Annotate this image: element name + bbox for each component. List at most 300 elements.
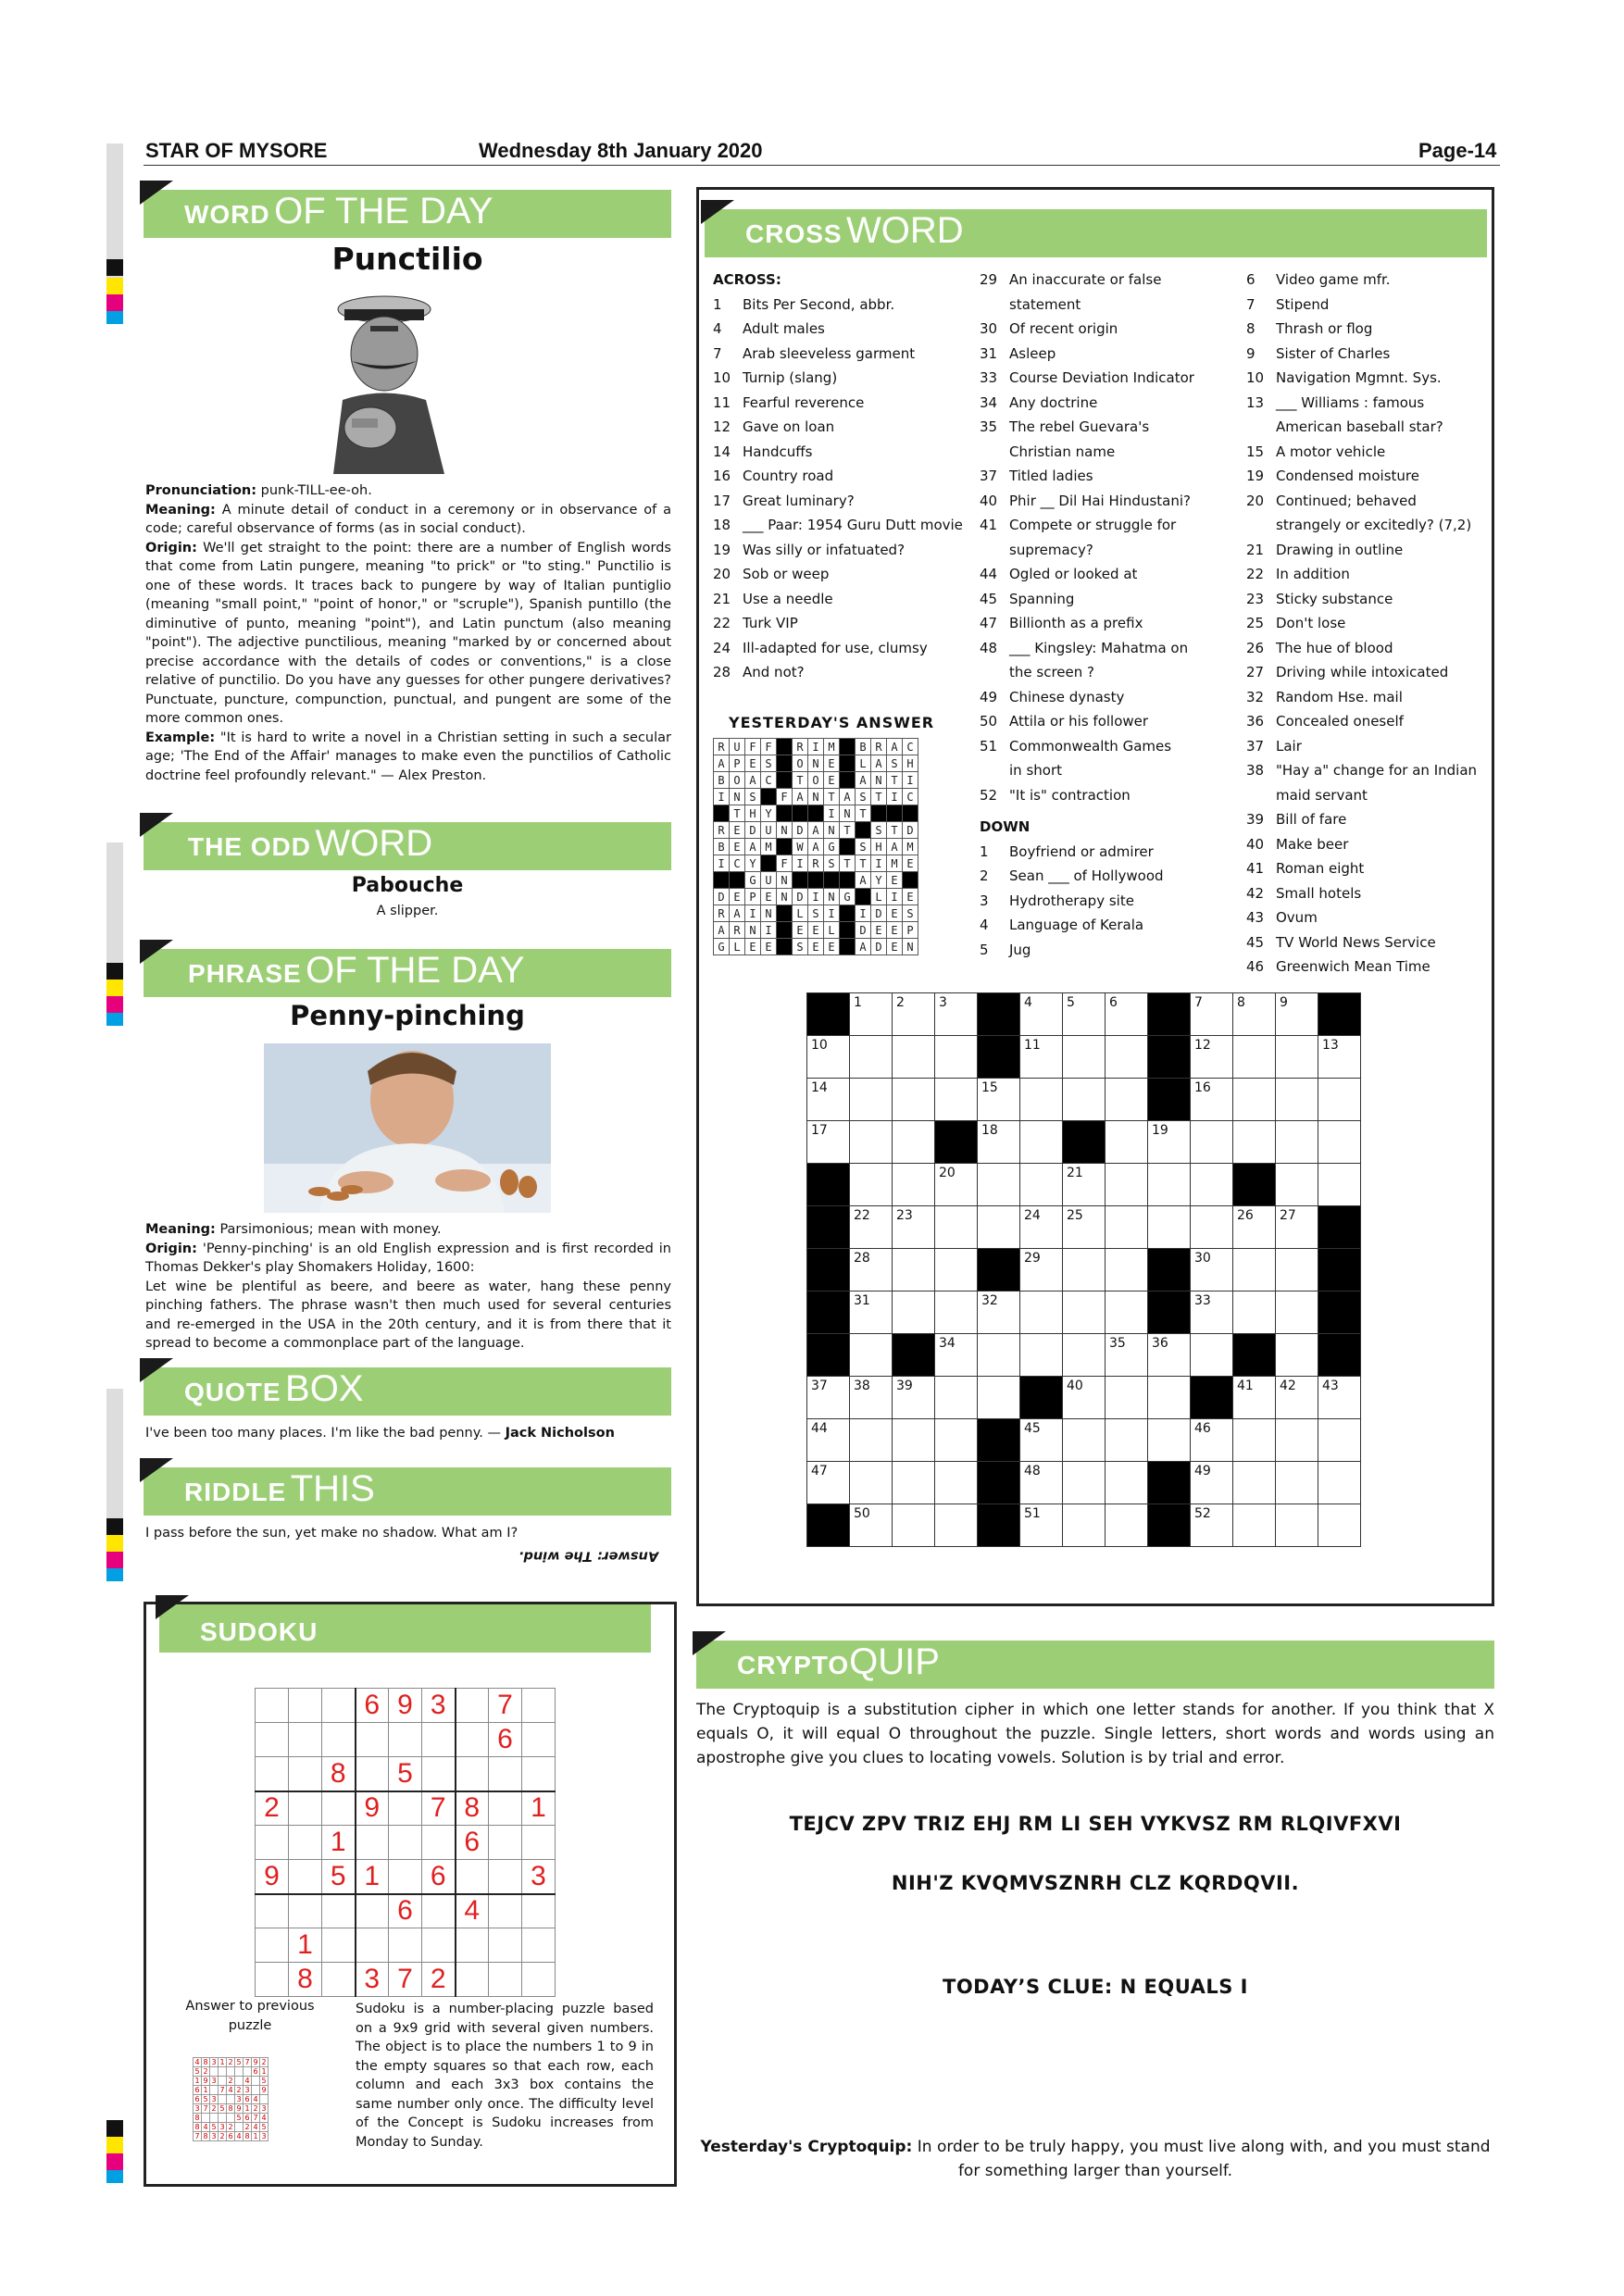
crossword-cell[interactable] [1233,1504,1276,1547]
sudoku-cell[interactable] [256,1894,289,1928]
issue-date: Wednesday 8th January 2020 [479,139,763,162]
crossword-cell[interactable] [1276,1121,1318,1164]
sudoku-cell[interactable] [322,1689,356,1723]
sudoku-cell[interactable] [489,1791,522,1826]
crossword-cell[interactable]: 34 [935,1334,978,1377]
black-square [714,805,730,822]
crossword-cell[interactable]: 42 [1276,1377,1318,1419]
crossword-cell[interactable] [1276,1249,1318,1292]
crossword-cell[interactable] [893,1292,935,1334]
sudoku-cell[interactable] [322,1791,356,1826]
crossword-cell[interactable]: 8 [1233,993,1276,1036]
crossword-cell[interactable] [1106,1462,1148,1504]
crossword-cell[interactable]: 25 [1063,1206,1106,1249]
sudoku-answer-cell: 4 [194,2058,200,2066]
cryptoquip-intro: The Cryptoquip is a substitution cipher in which one letter stands for another. If you think that X equals O, it will equal O throughout the puzzle. Single letters, short words and words using an apostrophe give you clues to locating vowels. Solution is by trial and error. [696,1701,1494,1767]
crossword-cell[interactable]: 39 [893,1377,935,1419]
black-square [777,905,793,922]
black-square [807,993,850,1036]
sudoku-cell[interactable] [422,1757,456,1791]
sudoku-cell[interactable] [256,1723,289,1757]
sudoku-cell[interactable] [322,1963,356,1997]
answer-cell: M [887,855,903,872]
crossword-cell[interactable] [1063,1419,1106,1462]
sudoku-cell: 8 [289,1963,322,1997]
crossword-cell[interactable] [1063,1036,1106,1079]
kitchener-portrait-image [315,289,463,474]
sudoku-answer-cell: 2 [228,2058,233,2066]
crossword-cell[interactable] [935,1079,978,1121]
sudoku-cell[interactable] [489,1757,522,1791]
answer-cell: E [730,889,745,905]
crossword-cell[interactable]: 16 [1191,1079,1233,1121]
answer-cell: T [793,772,808,789]
sudoku-cell[interactable] [456,1757,489,1791]
sudoku-answer-cell: 1 [219,2058,225,2066]
crossword-cell[interactable] [850,1079,893,1121]
crossword-cell[interactable] [893,1036,935,1079]
cyan-mark [106,2170,123,2183]
clue-item: 41 Compete or struggle for [980,517,1177,533]
sudoku-cell[interactable] [256,1928,289,1963]
clue-item: 49 Chinese dynasty [980,688,1125,705]
sudoku-cell[interactable] [422,1826,456,1860]
sudoku-cell[interactable] [456,1928,489,1963]
clue-item: 32 Random Hse. mail [1246,688,1403,705]
crossword-cell[interactable] [1106,1249,1148,1292]
crossword-cell[interactable] [1020,1079,1063,1121]
crossword-cell[interactable]: 40 [1063,1377,1106,1419]
sudoku-cell[interactable] [256,1826,289,1860]
sudoku-cell[interactable] [489,1894,522,1928]
answer-cell: E [808,922,824,939]
crossword-cell[interactable] [935,1504,978,1547]
sudoku-cell[interactable] [422,1894,456,1928]
answer-cell: N [808,789,824,805]
crossword-cell[interactable]: 46 [1191,1419,1233,1462]
sudoku-cell[interactable] [356,1928,389,1963]
crossword-cell[interactable] [935,1249,978,1292]
crossword-cell[interactable] [1063,1079,1106,1121]
clue-item: 45 TV World News Service [1246,933,1436,951]
quote-header: QUOTE BOX [144,1367,671,1416]
answer-cell: E [887,939,903,955]
crossword-cell[interactable] [1191,1206,1233,1249]
clue-item: 41 Roman eight [1246,860,1365,877]
sudoku-cell[interactable] [289,1791,322,1826]
crossword-cell[interactable] [850,1334,893,1377]
crossword-cell[interactable] [893,1462,935,1504]
crossword-cell[interactable]: 43 [1318,1377,1361,1419]
crossword-cell[interactable]: 27 [1276,1206,1318,1249]
clue-item: 21 Use a needle [713,590,833,607]
crossword-cell[interactable]: 5 [1063,993,1106,1036]
sudoku-cell[interactable] [289,1757,322,1791]
crossword-cell[interactable] [1191,1121,1233,1164]
sudoku-cell[interactable] [522,1963,556,1997]
crossword-cell[interactable]: 37 [807,1377,850,1419]
crossword-cell[interactable] [1276,1334,1318,1377]
crossword-cell[interactable] [850,1036,893,1079]
clue-item: 23 Sticky substance [1246,590,1393,607]
sudoku-cell[interactable] [356,1757,389,1791]
sudoku-cell[interactable] [422,1928,456,1963]
sudoku-cell[interactable] [456,1723,489,1757]
sudoku-answer-cell: 5 [236,2114,242,2122]
sudoku-answer-cell: 7 [253,2114,258,2122]
sudoku-cell[interactable] [389,1791,422,1826]
crossword-cell[interactable] [935,1419,978,1462]
answer-cell: N [777,822,793,839]
sudoku-cell[interactable] [322,1928,356,1963]
answer-cell: R [871,739,887,755]
crossword-cell[interactable] [1063,1249,1106,1292]
crossword-cell[interactable] [893,1164,935,1206]
sudoku-answer-cell: 6 [228,2132,233,2140]
crossword-cell[interactable]: 22 [850,1206,893,1249]
crossword-cell[interactable]: 17 [807,1121,850,1164]
crossword-cell[interactable] [1148,1377,1191,1419]
sudoku-cell[interactable] [522,1757,556,1791]
answer-cell: A [887,739,903,755]
across-clues-col1: ACROSS: 1 Bits Per Second, abbr. 4 Adult males 7 Arab sleeveless garment 10 Turnip (slang) 11 Fearful reverence 12 Gave on loan 14 Handcuffs 16 Country road 17 Great luminary? 18 ___ Paar: 1954 Guru Dutt movie 19 Was silly or infatuated? 20 Sob or weep 21 Use a needle 22 Turk VIP 24 Ill-adapted for use, clumsy 28 And not? [713,268,972,685]
sudoku-answer-cell: 4 [244,2077,250,2085]
crossword-cell[interactable]: 10 [807,1036,850,1079]
crossword-cell[interactable]: 15 [978,1079,1020,1121]
crossword-cell[interactable]: 51 [1020,1504,1063,1547]
sudoku-cell[interactable] [389,1860,422,1894]
crossword-cell[interactable]: 14 [807,1079,850,1121]
black-square [1191,1377,1233,1419]
clue-item: 19 Condensed moisture [1246,468,1419,484]
crossword-cell[interactable] [1233,1462,1276,1504]
crossword-cell[interactable] [1233,1292,1276,1334]
crossword-cell[interactable] [1318,1462,1361,1504]
yellow-mark [106,980,123,996]
sudoku-cell[interactable] [289,1826,322,1860]
crossword-cell[interactable]: 48 [1020,1462,1063,1504]
crossword-cell[interactable] [850,1462,893,1504]
answer-cell: N [730,789,745,805]
crossword-cell[interactable] [1276,1504,1318,1547]
answer-cell: D [793,889,808,905]
sudoku-answer-cell: 8 [244,2132,250,2140]
sudoku-cell[interactable] [522,1928,556,1963]
sudoku-cell[interactable] [289,1723,322,1757]
answer-cell: R [714,739,730,755]
crossword-cell[interactable] [978,1334,1020,1377]
crossword-cell[interactable]: 7 [1191,993,1233,1036]
sudoku-answer-cell: 6 [244,2114,250,2122]
clue-item: 26 The hue of blood [1246,639,1393,656]
sudoku-cell[interactable] [522,1689,556,1723]
crossword-cell[interactable]: 29 [1020,1249,1063,1292]
clue-item: 22 In addition [1246,566,1350,582]
crossword-cell[interactable]: 13 [1318,1036,1361,1079]
crossword-cell[interactable] [1063,1462,1106,1504]
sudoku-answer-cell: 9 [261,2086,267,2094]
corner-icon [140,940,173,964]
crossword-cell[interactable]: 30 [1191,1249,1233,1292]
crossword-cell[interactable] [1020,1334,1063,1377]
answer-cell: N [808,755,824,772]
crossword-cell[interactable]: 2 [893,993,935,1036]
sudoku-cell[interactable] [322,1723,356,1757]
crossword-cell[interactable]: 19 [1148,1121,1191,1164]
sudoku-cell[interactable] [356,1723,389,1757]
crossword-cell[interactable] [1318,1504,1361,1547]
sudoku-cell[interactable] [456,1689,489,1723]
crossword-cell[interactable] [978,1377,1020,1419]
crossword-cell[interactable] [1106,1164,1148,1206]
sudoku-cell[interactable] [256,1963,289,1997]
crossword-cell[interactable] [893,1121,935,1164]
crossword-cell[interactable] [893,1419,935,1462]
sudoku-cell[interactable] [522,1894,556,1928]
answer-cell: C [903,739,918,755]
black-square [808,872,824,889]
sudoku-answer-cell: 3 [211,2058,217,2066]
sudoku-cell[interactable] [389,1826,422,1860]
crossword-cell[interactable]: 9 [1276,993,1318,1036]
crossword-cell[interactable] [850,1164,893,1206]
sudoku-cell[interactable] [489,1963,522,1997]
sudoku-answer-cell [210,2067,219,2077]
crossword-cell[interactable] [1276,1292,1318,1334]
answer-cell: R [730,922,745,939]
crossword-cell[interactable] [1106,1377,1148,1419]
sudoku-cell[interactable] [489,1860,522,1894]
crossword-cell[interactable]: 21 [1063,1164,1106,1206]
crossword-cell[interactable]: 12 [1191,1036,1233,1079]
crossword-cell[interactable] [1191,1334,1233,1377]
crossword-cell[interactable] [850,1419,893,1462]
sudoku-answer-cell: 5 [219,2104,225,2113]
masthead-rule [144,165,1500,166]
sudoku-answer-cell [252,2086,260,2095]
crossword-cell[interactable] [1063,1292,1106,1334]
clue-item: 19 Was silly or infatuated? [713,541,906,558]
clue-item: 1 Boyfriend or admirer [980,842,1154,860]
answer-cell: T [871,789,887,805]
sudoku-cell[interactable] [289,1860,322,1894]
black-square [777,805,793,822]
sudoku-cell[interactable] [456,1963,489,1997]
sudoku-answer-cell [202,2114,210,2123]
sudoku-answer-cell: 3 [211,2132,217,2140]
crossword-cell[interactable] [1233,1249,1276,1292]
crossword-cell[interactable] [1020,1121,1063,1164]
crossword-cell[interactable] [1233,1036,1276,1079]
crossword-cell[interactable] [1106,1121,1148,1164]
sudoku-cell[interactable] [322,1894,356,1928]
black-square [1233,1164,1276,1206]
sudoku-cell[interactable] [289,1689,322,1723]
answer-cell: S [856,839,871,855]
black-square [777,939,793,955]
crossword-cell[interactable] [935,1206,978,1249]
crossword-cell[interactable] [1276,1079,1318,1121]
cryptoquip-line2: NIH'Z KVQMVSZNRH CLZ KQRDQVII. [891,1872,1300,1894]
black-square [1148,1036,1191,1079]
crossword-cell[interactable]: 24 [1020,1206,1063,1249]
crossword-cell[interactable] [1106,1419,1148,1462]
clue-item: 48 ___ Kingsley: Mahatma on [980,639,1189,656]
crossword-cell[interactable]: 45 [1020,1419,1063,1462]
sudoku-answer-cell: 8 [194,2123,200,2131]
crossword-cell[interactable] [893,1504,935,1547]
answer-cell: N [777,889,793,905]
sudoku-cell[interactable] [489,1826,522,1860]
crossword-cell[interactable] [1063,1504,1106,1547]
yellow-mark [106,1535,123,1552]
crossword-cell[interactable] [1276,1164,1318,1206]
sudoku-cell: 1 [356,1860,389,1894]
crossword-cell[interactable]: 47 [807,1462,850,1504]
sudoku-answer-cell: 9 [253,2058,258,2066]
crossword-cell[interactable]: 18 [978,1121,1020,1164]
sudoku-answer-cell: 3 [194,2104,200,2113]
crossword-cell[interactable]: 35 [1106,1334,1148,1377]
answer-cell: A [714,922,730,939]
crossword-cell[interactable] [978,1164,1020,1206]
black-mark [106,1518,123,1535]
answer-cell: I [808,739,824,755]
sudoku-cell[interactable] [289,1894,322,1928]
crossword-cell[interactable] [935,1377,978,1419]
sudoku-answer-cell: 7 [219,2086,225,2094]
sudoku-cell[interactable] [522,1826,556,1860]
crossword-cell[interactable]: 6 [1106,993,1148,1036]
answer-cell: I [761,922,777,939]
crossword-cell[interactable]: 44 [807,1419,850,1462]
answer-cell: F [777,855,793,872]
answer-cell: I [824,905,840,922]
sudoku-answer-cell: 4 [203,2123,208,2131]
crossword-cell[interactable] [1106,1504,1148,1547]
sudoku-cell[interactable] [356,1894,389,1928]
crossword-cell[interactable] [1233,1419,1276,1462]
crossword-cell[interactable] [1276,1462,1318,1504]
clue-item: 40 Make beer [1246,835,1349,853]
crossword-cell[interactable] [1148,1164,1191,1206]
answer-cell: B [714,772,730,789]
crossword-cell[interactable] [935,1462,978,1504]
sudoku-cell[interactable] [422,1723,456,1757]
magenta-mark [106,1552,123,1568]
crossword-cell[interactable]: 49 [1191,1462,1233,1504]
crossword-cell[interactable] [1148,1206,1191,1249]
answer-cell: C [761,772,777,789]
crossword-cell[interactable] [1233,1079,1276,1121]
sudoku-cell: 4 [456,1894,489,1928]
crossword-cell[interactable] [1106,1292,1148,1334]
crossword-cell[interactable]: 31 [850,1292,893,1334]
crossword-cell[interactable]: 4 [1020,993,1063,1036]
black-square [1148,1504,1191,1547]
crossword-cell[interactable] [1148,1419,1191,1462]
crossword-cell[interactable]: 11 [1020,1036,1063,1079]
crossword-cell[interactable]: 33 [1191,1292,1233,1334]
answer-cell: S [761,755,777,772]
crossword-cell[interactable] [1020,1292,1063,1334]
crossword-cell[interactable] [935,1292,978,1334]
crossword-cell[interactable]: 50 [850,1504,893,1547]
crossword-cell[interactable]: 23 [893,1206,935,1249]
sudoku-cell: 3 [522,1860,556,1894]
black-square [840,839,856,855]
sudoku-cell[interactable] [456,1860,489,1894]
sudoku-answer-cell: 2 [219,2132,225,2140]
black-square [893,1334,935,1377]
crossword-cell[interactable] [1318,1079,1361,1121]
crossword-cell[interactable]: 26 [1233,1206,1276,1249]
sudoku-cell[interactable] [389,1723,422,1757]
crossword-cell[interactable] [1318,1419,1361,1462]
odd-word-header: THE ODD WORD [144,822,671,870]
crossword-cell[interactable] [1233,1121,1276,1164]
clue-item: 20 Sob or weep [713,566,830,582]
clue-item: 22 Turk VIP [713,615,798,631]
crossword-cell[interactable]: 3 [935,993,978,1036]
cyan-mark [106,1568,123,1581]
sudoku-cell[interactable] [522,1723,556,1757]
answer-cell: I [887,789,903,805]
crossword-cell[interactable]: 52 [1191,1504,1233,1547]
black-mark [106,963,123,980]
crossword-cell[interactable]: 1 [850,993,893,1036]
crossword-cell[interactable] [1276,1419,1318,1462]
answer-cell: E [903,855,918,872]
crossword-cell[interactable] [893,1249,935,1292]
sudoku-cell[interactable] [389,1928,422,1963]
sudoku-cell[interactable] [489,1928,522,1963]
crossword-cell[interactable] [1106,1036,1148,1079]
crossword-cell[interactable]: 32 [978,1292,1020,1334]
crossword-cell[interactable] [1106,1079,1148,1121]
crossword-cell[interactable] [850,1121,893,1164]
crossword-cell[interactable] [1318,1121,1361,1164]
crossword-cell[interactable]: 28 [850,1249,893,1292]
crossword-cell[interactable] [1276,1036,1318,1079]
sudoku-cell[interactable] [356,1826,389,1860]
answer-cell: S [793,939,808,955]
clue-item: 10 Navigation Mgmnt. Sys. [1246,369,1442,386]
sudoku-answer-cell: 3 [261,2104,267,2113]
crossword-cell[interactable] [1191,1164,1233,1206]
answer-cell: E [824,772,840,789]
crossword-cell[interactable] [978,1206,1020,1249]
cyan-mark [106,311,123,324]
crossword-cell[interactable]: 41 [1233,1377,1276,1419]
answer-cell: M [824,739,840,755]
sudoku-cell: 7 [489,1689,522,1723]
crossword-cell[interactable] [1106,1206,1148,1249]
crossword-cell[interactable] [935,1036,978,1079]
crossword-cell[interactable]: 36 [1148,1334,1191,1377]
crossword-cell[interactable] [1020,1164,1063,1206]
sudoku-cell[interactable] [256,1689,289,1723]
answer-cell: C [730,855,745,872]
crossword-cell[interactable] [1063,1334,1106,1377]
answer-cell: I [808,889,824,905]
black-square [793,805,808,822]
crossword-cell[interactable]: 38 [850,1377,893,1419]
crossword-cell[interactable] [893,1079,935,1121]
crossword-cell[interactable] [1318,1164,1361,1206]
crossword-cell[interactable]: 20 [935,1164,978,1206]
sudoku-cell[interactable] [256,1757,289,1791]
